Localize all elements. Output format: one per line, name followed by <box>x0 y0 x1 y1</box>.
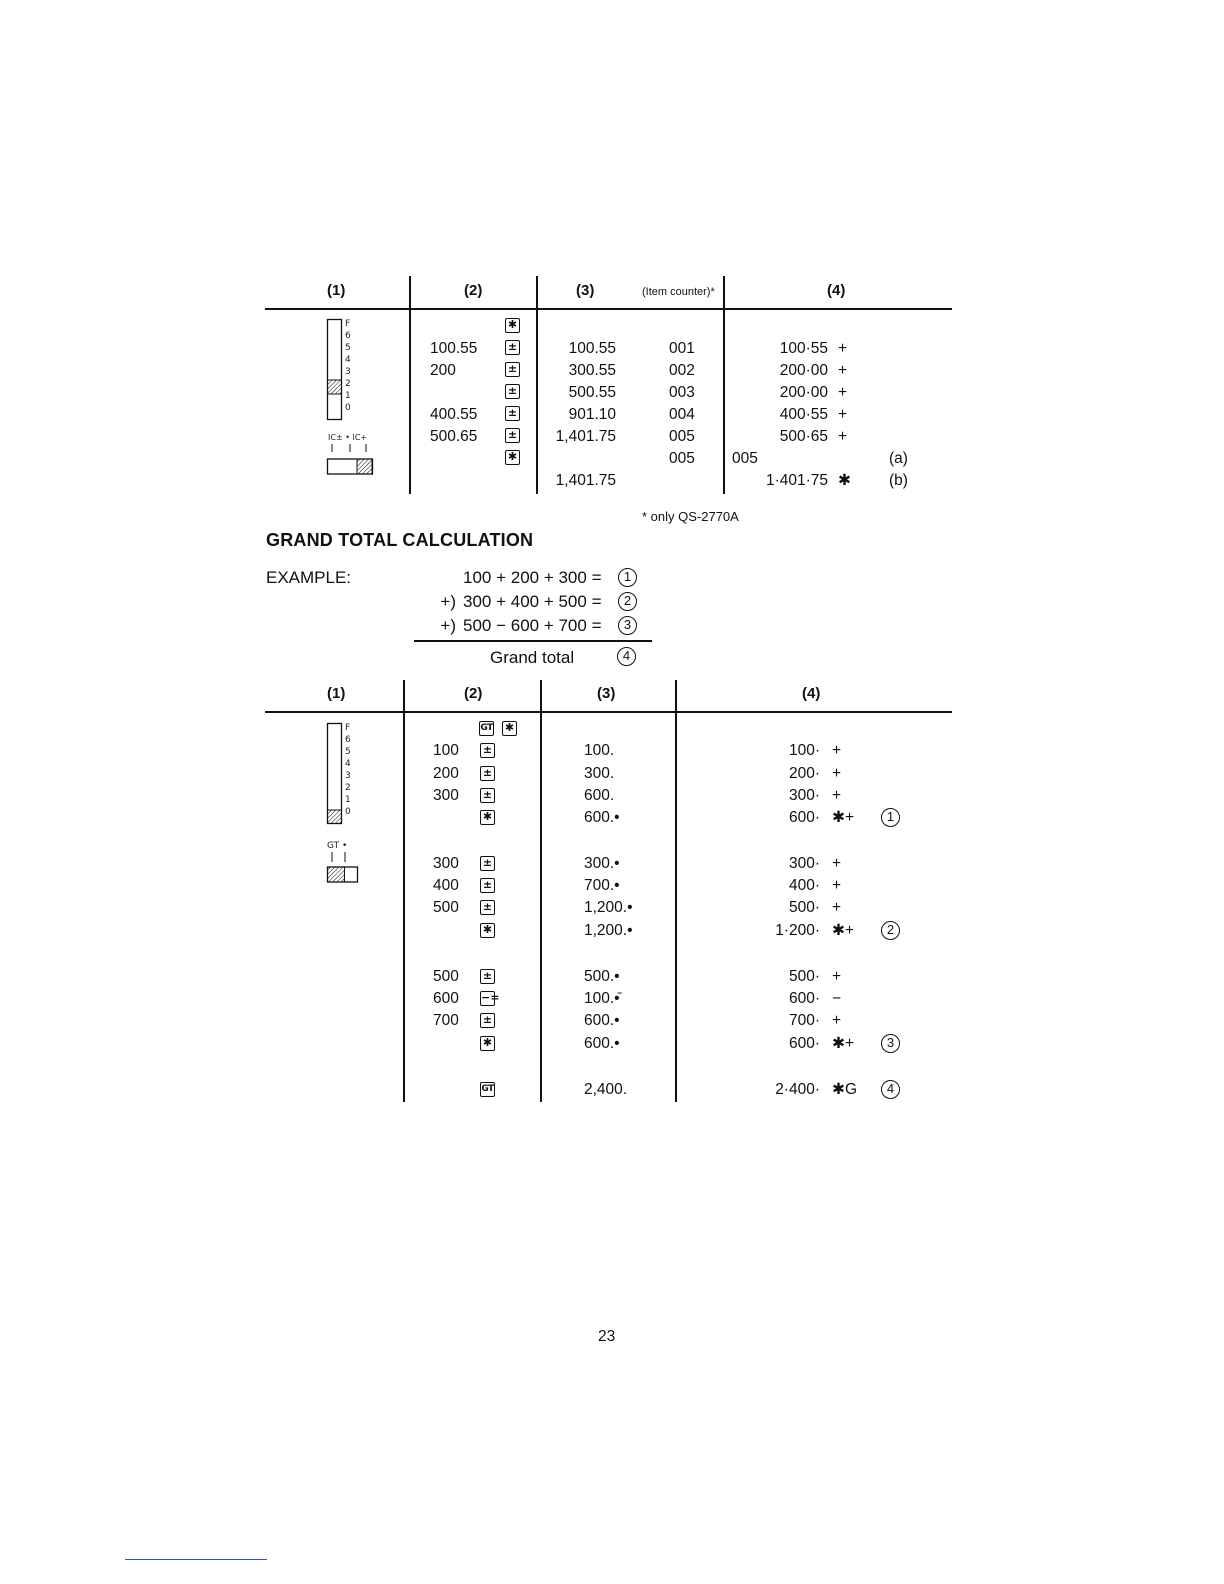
t2-print-symbol: ✱+ <box>832 922 855 939</box>
t1-print-number: 400·55 <box>779 406 828 423</box>
t1-key-plus-equals-icon: ± <box>505 428 520 443</box>
example-label: EXAMPLE: <box>266 568 352 587</box>
t1-print-number: 1·401·75 <box>765 472 828 489</box>
example-sum-rule <box>414 640 652 642</box>
t1-print-count: 005 <box>732 450 758 467</box>
page-number: 23 <box>598 1328 616 1345</box>
eq2-circle: 2 <box>618 592 637 611</box>
t2-display: 300. <box>584 765 615 782</box>
plus-equals-key-icon: ± <box>480 766 495 781</box>
t2-input: 100 <box>433 742 459 759</box>
table2-header-rule <box>265 711 952 713</box>
t2-print-number: 500· <box>788 968 820 985</box>
eq3-expr: 500 − 600 + 700 = <box>463 616 602 635</box>
scale-0: 0 <box>345 807 351 817</box>
section-title: GRAND TOTAL CALCULATION <box>266 530 534 550</box>
scale-1: 1 <box>345 795 351 805</box>
t1-print-number: 500·65 <box>779 428 828 445</box>
t2-display: 500.• <box>584 968 620 985</box>
t1-key-plus-equals-icon: ± <box>505 406 520 421</box>
footnote: * only QS-2770A <box>642 509 739 524</box>
scale-f: F <box>345 319 351 329</box>
t1-item-counter: 003 <box>669 384 695 401</box>
t2-input: 300 <box>433 787 459 804</box>
switch-scale <box>345 318 351 414</box>
t2-print-symbol: + <box>832 765 842 782</box>
t2-print-symbol: + <box>832 742 842 759</box>
scale-2: 2 <box>345 379 351 389</box>
grand-total-circle: 4 <box>617 647 636 666</box>
scale-6: 6 <box>345 735 351 745</box>
t1-note: (b) <box>889 472 908 489</box>
t2-display: 300.• <box>584 855 620 872</box>
t1-print-number: 200·00 <box>779 384 828 401</box>
t1-display: 300.55 <box>568 362 616 379</box>
t2-print-symbol: + <box>832 1012 842 1029</box>
scale-4: 4 <box>345 759 351 769</box>
t2-print-number: 100· <box>788 742 820 759</box>
t2-display: 1,200.• <box>584 899 633 916</box>
table2-divider-1 <box>403 680 405 1102</box>
switch-scale-2 <box>345 722 351 818</box>
t1-display: 500.55 <box>568 384 616 401</box>
t2-print-number: 600· <box>788 809 820 826</box>
t2-display: 600.• <box>584 1012 620 1029</box>
t2-print-number: 200· <box>788 765 820 782</box>
table1-header-col4: (4) <box>827 282 846 299</box>
scale-6: 6 <box>345 331 351 341</box>
t2-input: 600 <box>433 990 459 1007</box>
t1-display: 100.55 <box>568 340 616 357</box>
table1-header-col3: (3) <box>576 282 595 299</box>
t1-print-symbol: + <box>838 362 848 379</box>
eq2-expr: 300 + 400 + 500 = <box>463 592 602 611</box>
ic-switch-labels: IC± • IC+ <box>328 433 368 442</box>
eq1-circle: 1 <box>618 568 637 587</box>
t2-circle-marker: 3 <box>881 1034 900 1053</box>
gt-key-icon: GT <box>479 721 494 736</box>
t1-input: 500.65 <box>430 428 478 445</box>
scale-f: F <box>345 723 351 733</box>
scale-3: 3 <box>345 771 351 781</box>
eq3-circle: 3 <box>618 616 637 635</box>
t1-print-number: 200·00 <box>779 362 828 379</box>
t1-item-counter: 004 <box>669 406 695 423</box>
t2-print-number: 500· <box>788 899 820 916</box>
t1-print-symbol: + <box>838 406 848 423</box>
t1-print-symbol: + <box>838 428 848 445</box>
t1-print-symbol: + <box>838 340 848 357</box>
t2-print-symbol: ✱G <box>832 1081 858 1098</box>
t2-display: 1,200.• <box>584 922 633 939</box>
t2-input: 400 <box>433 877 459 894</box>
table1-header-item-counter: (Item counter)* <box>642 286 715 298</box>
plus-equals-key-icon: ± <box>480 788 495 803</box>
t1-display: 1,401.75 <box>555 472 616 489</box>
t1-key-plus-equals-icon: ± <box>505 340 520 355</box>
t2-print-number: 300· <box>788 855 820 872</box>
t1-input: 400.55 <box>430 406 478 423</box>
total-key-icon: ✱ <box>502 721 517 736</box>
total-key-icon: ✱ <box>480 923 495 938</box>
total-key-icon: ✱ <box>480 810 495 825</box>
eq3-prefix: +) <box>440 616 456 635</box>
plus-equals-key-icon: ± <box>480 969 495 984</box>
table1-header-rule <box>265 308 952 310</box>
t1-input: 200 <box>430 362 456 379</box>
t2-print-symbol: + <box>832 855 842 872</box>
t2-print-symbol: + <box>832 877 842 894</box>
t2-display: 2,400. <box>584 1081 628 1098</box>
plus-equals-key-icon: ± <box>480 878 495 893</box>
footer-link-rule <box>125 1559 267 1560</box>
scale-0: 0 <box>345 403 351 413</box>
plus-equals-key-icon: ± <box>480 743 495 758</box>
scale-5: 5 <box>345 747 351 757</box>
t1-input: 100.55 <box>430 340 478 357</box>
total-key-icon: ✱ <box>480 1036 495 1051</box>
t2-display: 700.• <box>584 877 620 894</box>
t2-input: 700 <box>433 1012 459 1029</box>
t1-item-counter: 002 <box>669 362 695 379</box>
t1-print-symbol: + <box>838 384 848 401</box>
t1-note: (a) <box>889 450 908 467</box>
scale-2: 2 <box>345 783 351 793</box>
t1-key-total-icon: ✱ <box>505 450 520 465</box>
plus-equals-key-icon: ± <box>480 1013 495 1028</box>
t1-item-counter: 005 <box>669 428 695 445</box>
decimal-selector-switch-icon-2 <box>326 722 396 826</box>
t1-item-counter: 001 <box>669 340 695 357</box>
t2-circle-marker: 1 <box>881 808 900 827</box>
gt-switch-labels: GT • <box>327 841 348 851</box>
t1-display: 1,401.75 <box>555 428 616 445</box>
plus-equals-key-icon: ± <box>480 900 495 915</box>
scale-3: 3 <box>345 367 351 377</box>
scale-4: 4 <box>345 355 351 365</box>
item-counter-switch-icon <box>326 432 386 477</box>
t2-display: 600. <box>584 787 615 804</box>
gt-key-icon: GT <box>480 1082 495 1097</box>
t2-print-number: 1·200· <box>775 922 820 939</box>
minus-equals-key-icon: −= <box>481 991 500 1004</box>
t2-circle-marker: 2 <box>881 921 900 940</box>
t2-print-symbol: ✱+ <box>832 1035 855 1052</box>
t2-print-symbol: + <box>832 968 842 985</box>
scale-5: 5 <box>345 343 351 353</box>
t2-print-number: 400· <box>788 877 820 894</box>
t1-key-plus-equals-icon: ± <box>505 362 520 377</box>
t2-print-number: 600· <box>788 1035 820 1052</box>
t2-print-symbol: − <box>832 990 842 1007</box>
table2-header-col4: (4) <box>802 685 821 702</box>
t2-display: 100. <box>584 742 615 759</box>
t2-display: 600.• <box>584 1035 620 1052</box>
t1-print-number: 100·55 <box>779 340 828 357</box>
t2-print-symbol: + <box>832 787 842 804</box>
table2-divider-2 <box>540 680 542 1102</box>
eq1-expr: 100 + 200 + 300 = <box>463 568 602 587</box>
t2-print-number: 700· <box>788 1012 820 1029</box>
table2-header-col3: (3) <box>597 685 616 702</box>
decimal-selector-switch-icon <box>326 318 396 422</box>
t2-print-number: 600· <box>788 990 820 1007</box>
table2-divider-3 <box>675 680 677 1102</box>
t2-display: 100.•̄ <box>584 990 620 1007</box>
t1-item-counter: 005 <box>669 450 695 467</box>
grand-total-label: Grand total <box>490 648 575 667</box>
t1-key-total-icon: ✱ <box>505 318 520 333</box>
t2-input: 500 <box>433 899 459 916</box>
t2-input: 300 <box>433 855 459 872</box>
table2-header-col1: (1) <box>327 685 346 702</box>
t2-print-number: 300· <box>788 787 820 804</box>
grand-total-switch-icon <box>326 840 376 888</box>
t2-input: 200 <box>433 765 459 782</box>
t1-key-plus-equals-icon: ± <box>505 384 520 399</box>
table2-header-col2: (2) <box>464 685 483 702</box>
t2-circle-marker: 4 <box>881 1080 900 1099</box>
eq2-prefix: +) <box>440 592 456 611</box>
t1-display: 901.10 <box>568 406 616 423</box>
scale-1: 1 <box>345 391 351 401</box>
t1-print-symbol: ✱ <box>838 472 851 489</box>
t2-input: 500 <box>433 968 459 985</box>
t2-display: 600.• <box>584 809 620 826</box>
plus-equals-key-icon: ± <box>480 856 495 871</box>
table1-header-col2: (2) <box>464 282 483 299</box>
t2-print-symbol: ✱+ <box>832 809 855 826</box>
table1-header-col1: (1) <box>327 282 346 299</box>
t2-print-number: 2·400· <box>775 1081 820 1098</box>
t2-print-symbol: + <box>832 899 842 916</box>
